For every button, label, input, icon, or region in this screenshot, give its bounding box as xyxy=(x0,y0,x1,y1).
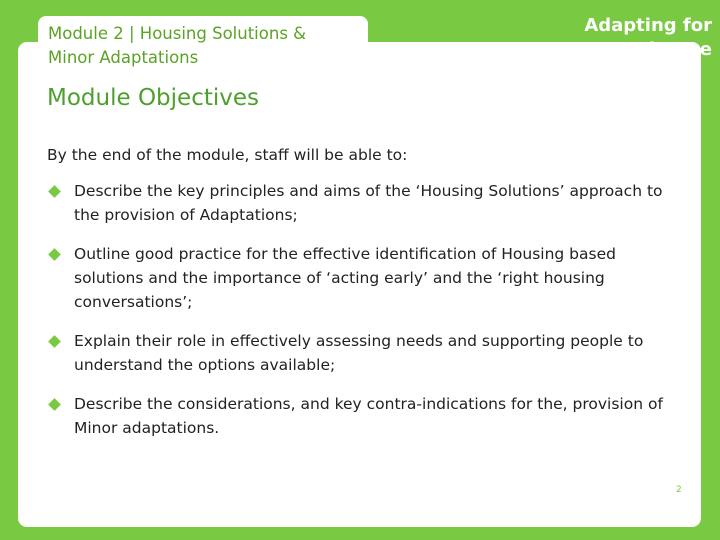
list-item xyxy=(47,242,687,314)
list-item-text: Outline good practice for the effective identification of Housing based solutions and the importance of ‘acting early’ and the ‘right housing conversations’; xyxy=(74,245,616,311)
module-title: Module 2 | Housing Solutions & Minor Adaptations xyxy=(48,24,307,67)
page-number: 2 xyxy=(676,485,682,495)
brand-title: Adapting for Change xyxy=(584,15,712,60)
diamond-bullet-icon xyxy=(48,185,61,198)
list-item-text: Describe the considerations, and key contra-indications for the, provision of Minor adaptations. xyxy=(74,395,663,437)
objectives-list xyxy=(47,179,687,455)
diamond-bullet-icon xyxy=(48,335,61,348)
intro-text: By the end of the module, staff will be able to: xyxy=(47,146,408,164)
diamond-bullet-icon xyxy=(48,248,61,261)
list-item-text: Explain their role in effectively assessing needs and supporting people to understand the options available; xyxy=(74,332,644,374)
list-item xyxy=(47,179,687,227)
page-title: Module Objectives xyxy=(47,85,259,111)
diamond-bullet-icon xyxy=(48,398,61,411)
list-item xyxy=(47,329,687,377)
list-item xyxy=(47,392,687,440)
list-item-text: Describe the key principles and aims of the ‘Housing Solutions’ approach to the provision of Adaptations; xyxy=(74,182,663,224)
